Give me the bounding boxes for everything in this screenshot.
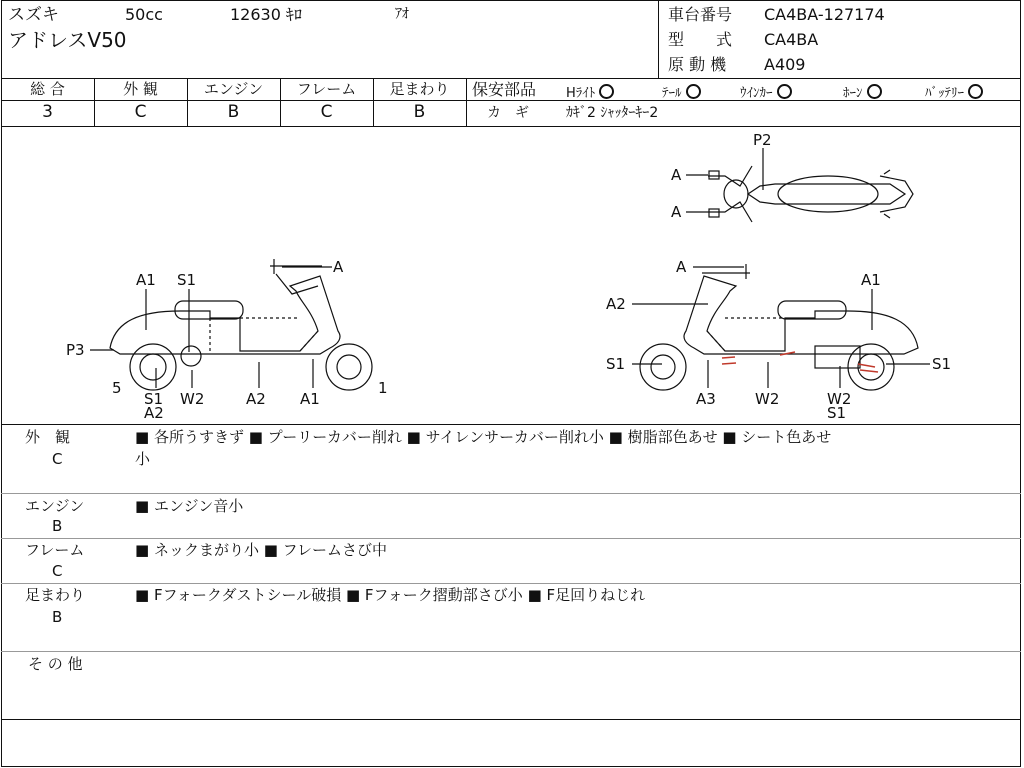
grade-label-suspension: 足まわり — [389, 80, 450, 98]
diagram-label: 1 — [378, 379, 388, 397]
grade-label-frame: フレーム — [296, 80, 357, 98]
note-category-exterior: 外 観 — [25, 428, 71, 446]
diagram-label: A2 — [144, 404, 164, 422]
engine-value: A409 — [764, 55, 806, 74]
ok-circle-icon — [867, 84, 882, 99]
note-grade-frame: C — [52, 562, 63, 580]
note-category-frame: フレーム — [25, 541, 85, 559]
note-grade-exterior: C — [52, 450, 63, 468]
grade-value-engine: B — [227, 102, 240, 122]
note-rule — [1, 651, 1021, 652]
note-grade-engine: B — [52, 517, 63, 535]
engine-label: 原 動 機 — [668, 55, 727, 74]
safety-item-tail: ﾃｰﾙ — [662, 84, 701, 100]
note-text-frame: ■ ネックまがり小 ■ フレームさび中 — [135, 541, 388, 559]
diagram-label: A1 — [861, 271, 881, 289]
maker: スズキ — [8, 5, 59, 25]
grade-divider — [466, 78, 467, 126]
grade-value-exterior: C — [134, 102, 147, 122]
diagram-label: W2 — [180, 390, 205, 408]
diagram-label: A1 — [136, 271, 156, 289]
ok-circle-icon — [777, 84, 792, 99]
grade-mid-rule — [1, 100, 1021, 101]
grade-label-engine: エンジン — [203, 80, 264, 98]
ok-circle-icon — [968, 84, 983, 99]
displacement: 50cc — [125, 5, 163, 24]
safety-label: 保安部品 — [472, 80, 537, 99]
safety-item-headlight: Hﾗｲﾄ — [566, 84, 614, 100]
note-rule — [1, 493, 1021, 494]
diagram-label: A — [333, 258, 344, 276]
type-label: 型 式 — [668, 30, 733, 49]
grade-value-suspension: B — [413, 102, 426, 122]
grade-value-overall: 3 — [42, 102, 53, 122]
model-name: アドレスV50 — [8, 28, 127, 52]
safety-item-horn: ﾎｰﾝ — [843, 84, 882, 100]
note-category-suspension: 足まわり — [25, 586, 86, 604]
ok-circle-icon — [599, 84, 614, 99]
type-value: CA4BA — [764, 30, 819, 49]
diagram-label: A — [671, 203, 682, 221]
diagram-label: A3 — [696, 390, 716, 408]
diagram-label: W2 — [827, 390, 852, 408]
grade-label-exterior: 外 観 — [123, 80, 158, 98]
diagram-label: A1 — [300, 390, 320, 408]
leaders-left — [90, 267, 332, 388]
diagram-label: P3 — [66, 341, 85, 359]
leaders-right — [632, 267, 930, 388]
diagram-bottom-rule — [1, 424, 1021, 425]
notes-bottom-rule — [1, 719, 1021, 720]
grade-value-frame: C — [320, 102, 333, 122]
damage-marks — [722, 352, 878, 372]
note-rule — [1, 583, 1021, 584]
mileage: 12630 ｷﾛ — [230, 5, 302, 24]
diagram-label: S1 — [932, 355, 952, 373]
note-category-engine: エンジン — [25, 497, 85, 515]
grade-label-overall: 総 合 — [30, 80, 65, 98]
diagram-label: P2 — [753, 131, 772, 149]
damage-diagram — [0, 126, 1024, 424]
note-rule — [1, 538, 1021, 539]
safety-item-winker: ｳｲﾝｶｰ — [740, 84, 792, 100]
diagram-label: S1 — [144, 390, 164, 408]
header-rule — [1, 78, 1021, 79]
leaders-top — [686, 148, 763, 212]
note-text-exterior: ■ 各所うすきず ■ プーリーカバー削れ ■ サイレンサーカバー削れ小 ■ 樹脂部色あせ ■ シート色あせ — [135, 428, 832, 446]
keys-label: カ ギ — [487, 105, 529, 121]
note-text-exterior-cont: 小 — [135, 450, 151, 468]
note-category-other: そ の 他 — [28, 655, 83, 673]
diagram-label: A — [676, 258, 687, 276]
labels-right — [606, 258, 951, 422]
diagram-label: A2 — [246, 390, 266, 408]
frame-no: CA4BA-127174 — [764, 5, 885, 24]
diagram-label: A2 — [606, 295, 626, 313]
diagram-label: S1 — [606, 355, 626, 373]
diagram-label: W2 — [755, 390, 780, 408]
color: ｱｵ — [395, 6, 409, 22]
safety-item-battery: ﾊﾞｯﾃﾘｰ — [925, 84, 983, 100]
note-grade-suspension: B — [52, 608, 63, 626]
keys-value: ｶｷﾞ2 ｼｬｯﾀｰｷｰ2 — [566, 105, 659, 121]
ok-circle-icon — [686, 84, 701, 99]
diagram-label: S1 — [827, 404, 847, 422]
note-text-suspension: ■ Fフォークダストシール破損 ■ Fフォーク摺動部さび小 ■ F足回りねじれ — [135, 586, 646, 604]
note-text-engine: ■ エンジン音小 — [135, 497, 244, 515]
header-divider — [658, 0, 659, 78]
diagram-label: A — [671, 166, 682, 184]
frame-no-label: 車台番号 — [668, 5, 733, 24]
diagram-label: S1 — [177, 271, 197, 289]
diagram-label: 5 — [112, 379, 122, 397]
scooter-top-view — [708, 166, 913, 222]
